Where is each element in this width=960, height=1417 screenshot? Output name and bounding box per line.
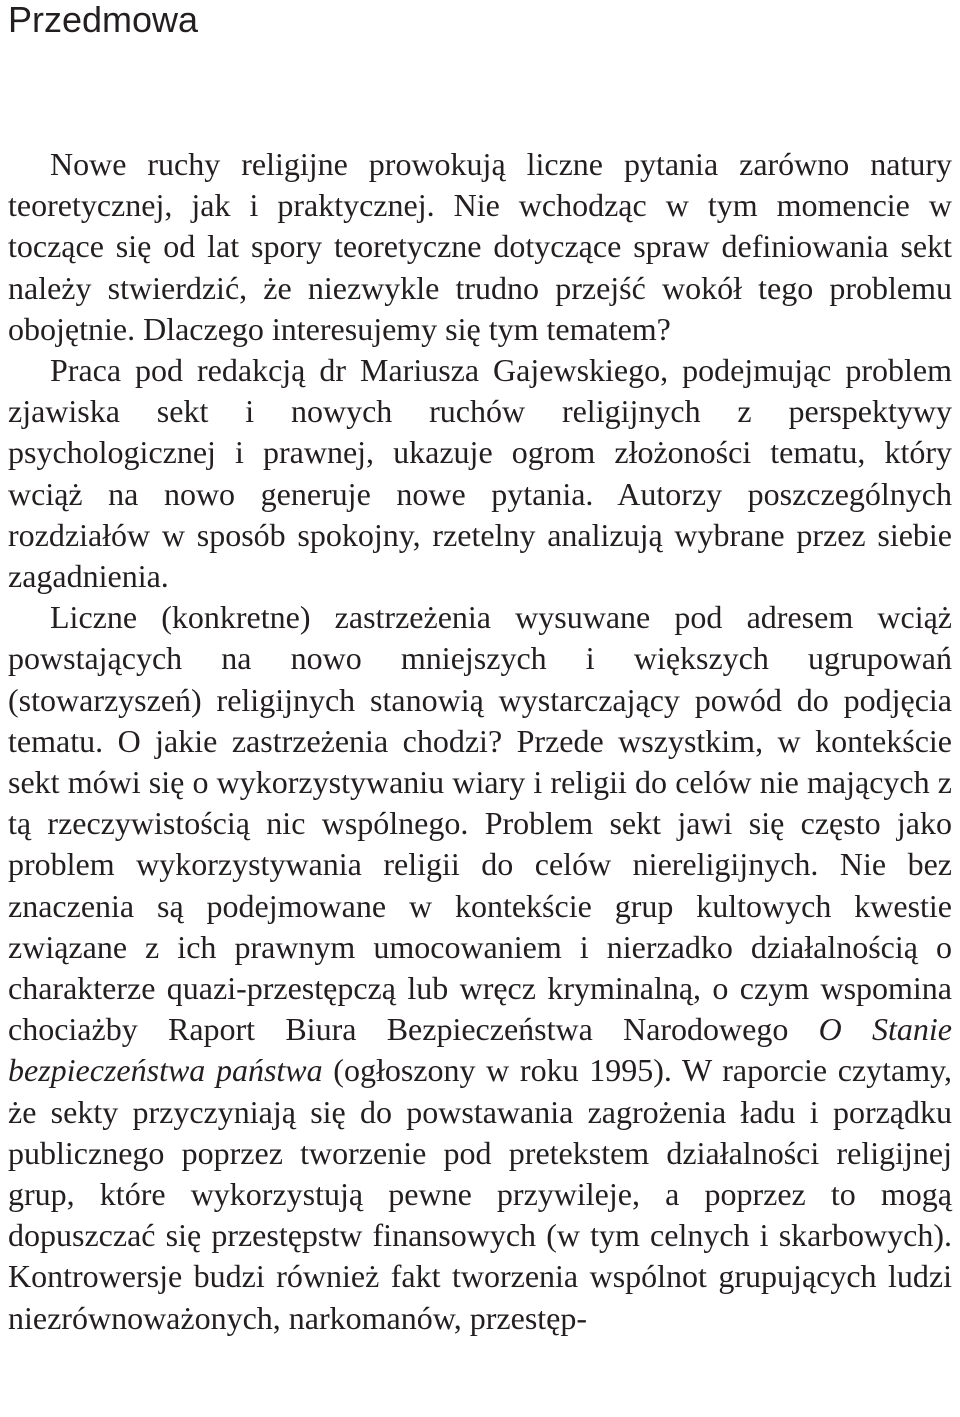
- report-title-italic: O Stanie bezpieczeństwa państwa: [8, 1011, 953, 1089]
- paragraph-3-text-before: Liczne (konkretne) zastrzeżenia wysuwane pod adresem wciąż powstających na nowo mniejszych i większych ugrupowań (stowarzyszeń) religijnych stanowią wystarczający powód do podjęcia tematu. O jakie zastrzeżenia chodzi? Przede wszystkim, w kontekście sekt mówi się o wykorzystywaniu wiary i religii do celów nie mających z tą rzeczywistością nic wspólnego. Problem sekt jawi się często jako problem wykorzystywania religii do celów niereligijnych. Nie bez znaczenia są podejmowane w kontekście grup kultowych kwestie związane z ich prawnym umocowaniem i nierzadko działalnością o charakterze quazi-przestępczą lub wręcz kryminalną, o czym wspomina chociażby Raport Biura Bezpieczeństwa Narodowego: [8, 599, 952, 1048]
- document-body: [8, 144, 952, 1339]
- paragraph-1: Nowe ruchy religijne prowokują liczne pytania zarówno natury teoretycznej, jak i praktycznej. Nie wchodząc w tym momencie w toczące się od lat spory teoretyczne dotyczące spraw definiowania sekt należy stwierdzić, że niezwykle trudno przejść wokół tego problemu obojętnie. Dlaczego interesujemy się tym tematem?: [8, 146, 952, 347]
- paragraph-2: Praca pod redakcją dr Mariusza Gajewskiego, podejmując problem zjawiska sekt i nowych ruchów religijnych z perspektywy psychologicznej i prawnej, ukazuje ogrom złożoności tematu, który wciąż na nowo generuje nowe pytania. Autorzy poszczególnych rozdziałów w sposób spokojny, rzetelny analizują wybrane przez siebie zagadnienia.: [8, 352, 952, 595]
- paragraph-3: [8, 597, 952, 1339]
- paragraph-3-text-after: (ogłoszony w roku 1995). W raporcie czytamy, że sekty przyczyniają się do powstawania zagrożenia ładu i porządku publicznego poprzez tworzenie pod pretekstem działalności religijnej grup, które wykorzystują pewne przywileje, a poprzez to mogą dopuszczać się przestępstw finansowych (w tym celnych i skarbowych). Kontrowersje budzi również fakt tworzenia wspólnot grupujących ludzi niezrównoważonych, narkomanów, przestęp-: [8, 1052, 953, 1336]
- page-title: Przedmowa: [8, 0, 199, 40]
